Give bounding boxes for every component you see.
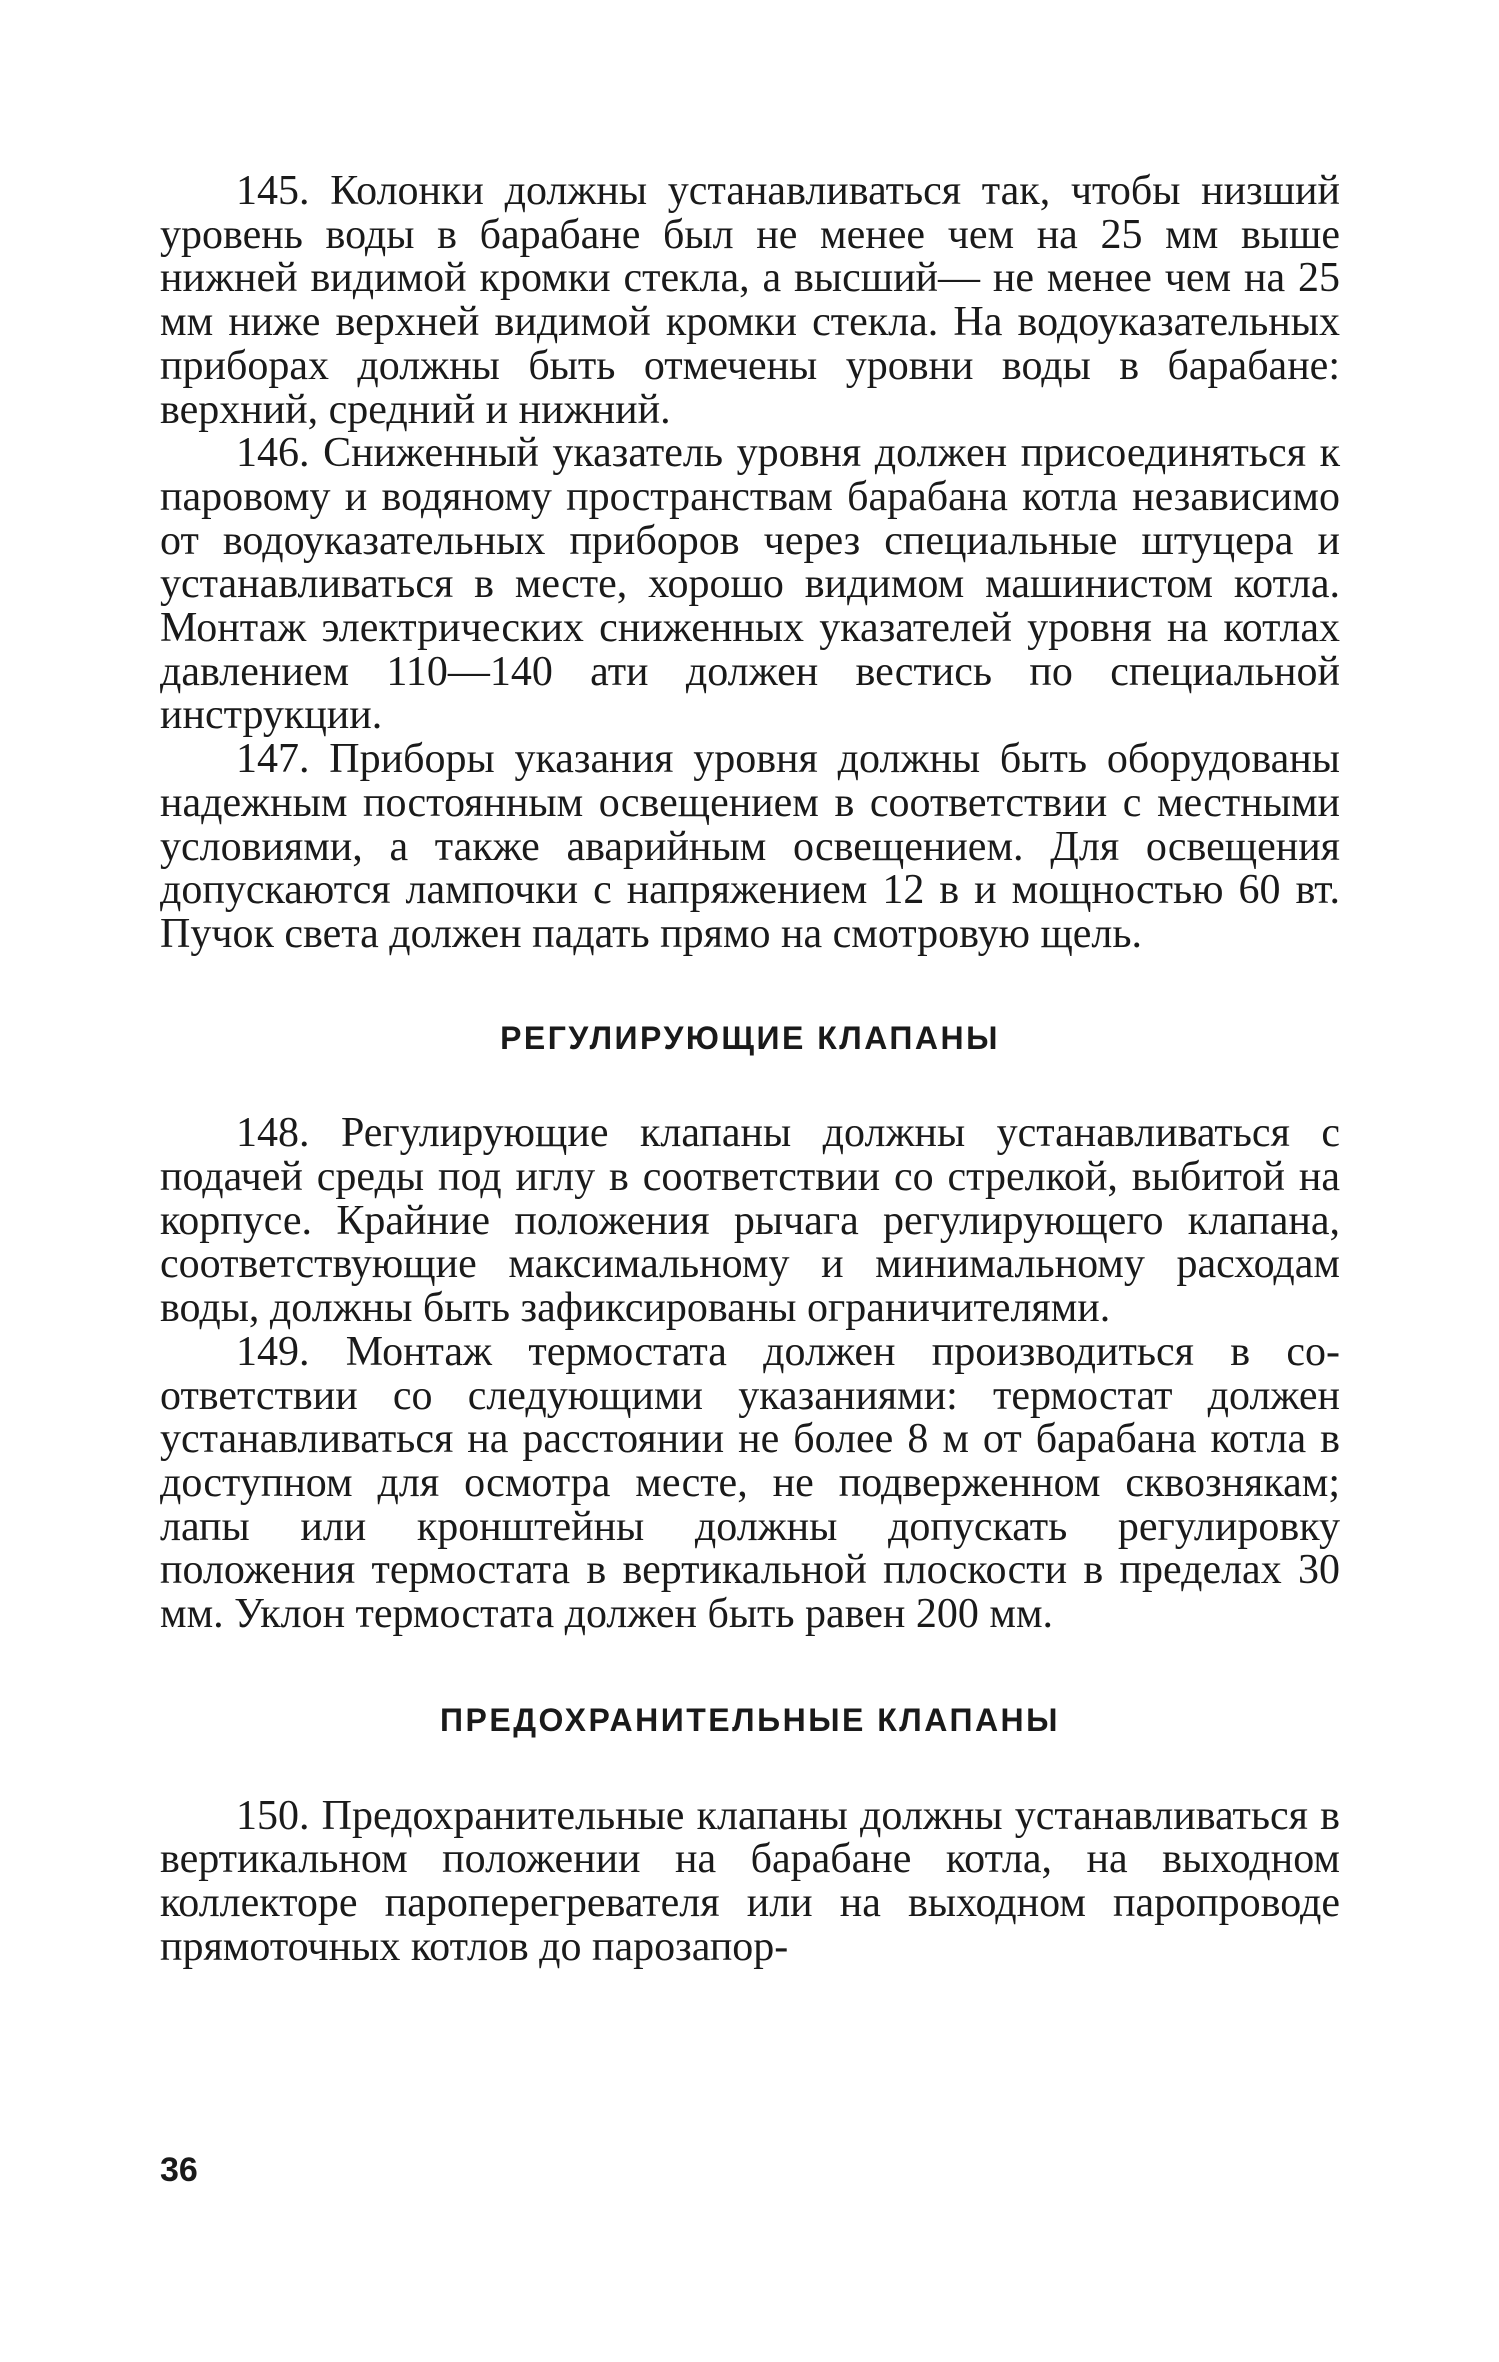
document-page	[160, 170, 1340, 2220]
paragraph-146: 146. Сниженный указатель уровня должен присоединяться к паровому и водяному пространствам барабана котла независимо от водоуказательных приборов через специальные штуцера и устанавливаться в месте, хорошо видимом машинистом котла. Монтаж электрических сниженных указателей уровня на котлах давлением 110—140 ати должен вестись по специальной инструкции.	[160, 430, 1340, 739]
paragraph-150: 150. Предохранительные клапаны должны устанавливаться в вертикальном положении на барабане котла, на выходном коллекторе пароперегревателя или на выходном паропроводе прямоточных котлов до парозапор-	[160, 1792, 1340, 1970]
page-number: 36	[160, 2151, 198, 2189]
section-heading-safety-valves: ПРЕДОХРАНИТЕЛЬНЫЕ КЛАПАНЫ	[440, 1701, 1060, 1738]
paragraph-145: 145. Колонки должны устанавливаться так, чтобы низший уровень воды в барабане был не менее чем на 25 мм выше нижней видимой кромки стекла, а высший— не менее чем на 25 мм ниже верхней видимой кромки стекла. На водоуказательных приборах должны быть отмечены уровни воды в барабане: верхний, средний и нижний.	[160, 168, 1340, 433]
section-heading-regulating-valves: РЕГУЛИРУЮЩИЕ КЛАПАНЫ	[500, 1019, 1000, 1056]
paragraph-149: 149. Монтаж термостата должен производиться в соответствии со следующими указаниями: термостат должен устанавливаться на расстоянии не более 8 м от барабана котла в доступном для осмотра месте, не подверженном сквознякам; лапы или кронштейны должны допускать регулировку положения термостата в вертикальной плоскости в пределах 30 мм. Уклон термостата должен быть равен 200 мм.	[160, 1328, 1340, 1638]
paragraph-148: 148. Регулирующие клапаны должны устанавливаться с подачей среды под иглу в соответствии со стрелкой, выбитой на корпусе. Крайние положения рычага регулирующего клапана, соответствующие максимальному и минимальному расходам воды, должны быть зафиксированы ограничителями.	[160, 1110, 1340, 1332]
paragraph-147: 147. Приборы указания уровня должны быть оборудованы надежным постоянным освещением в соответствии с местными условиями, а также аварийным освещением. Для освещения допускаются лампочки с напряжением 12 в и мощностью 60 вт. Пучок света должен падать прямо на смотровую щель.	[160, 736, 1340, 957]
